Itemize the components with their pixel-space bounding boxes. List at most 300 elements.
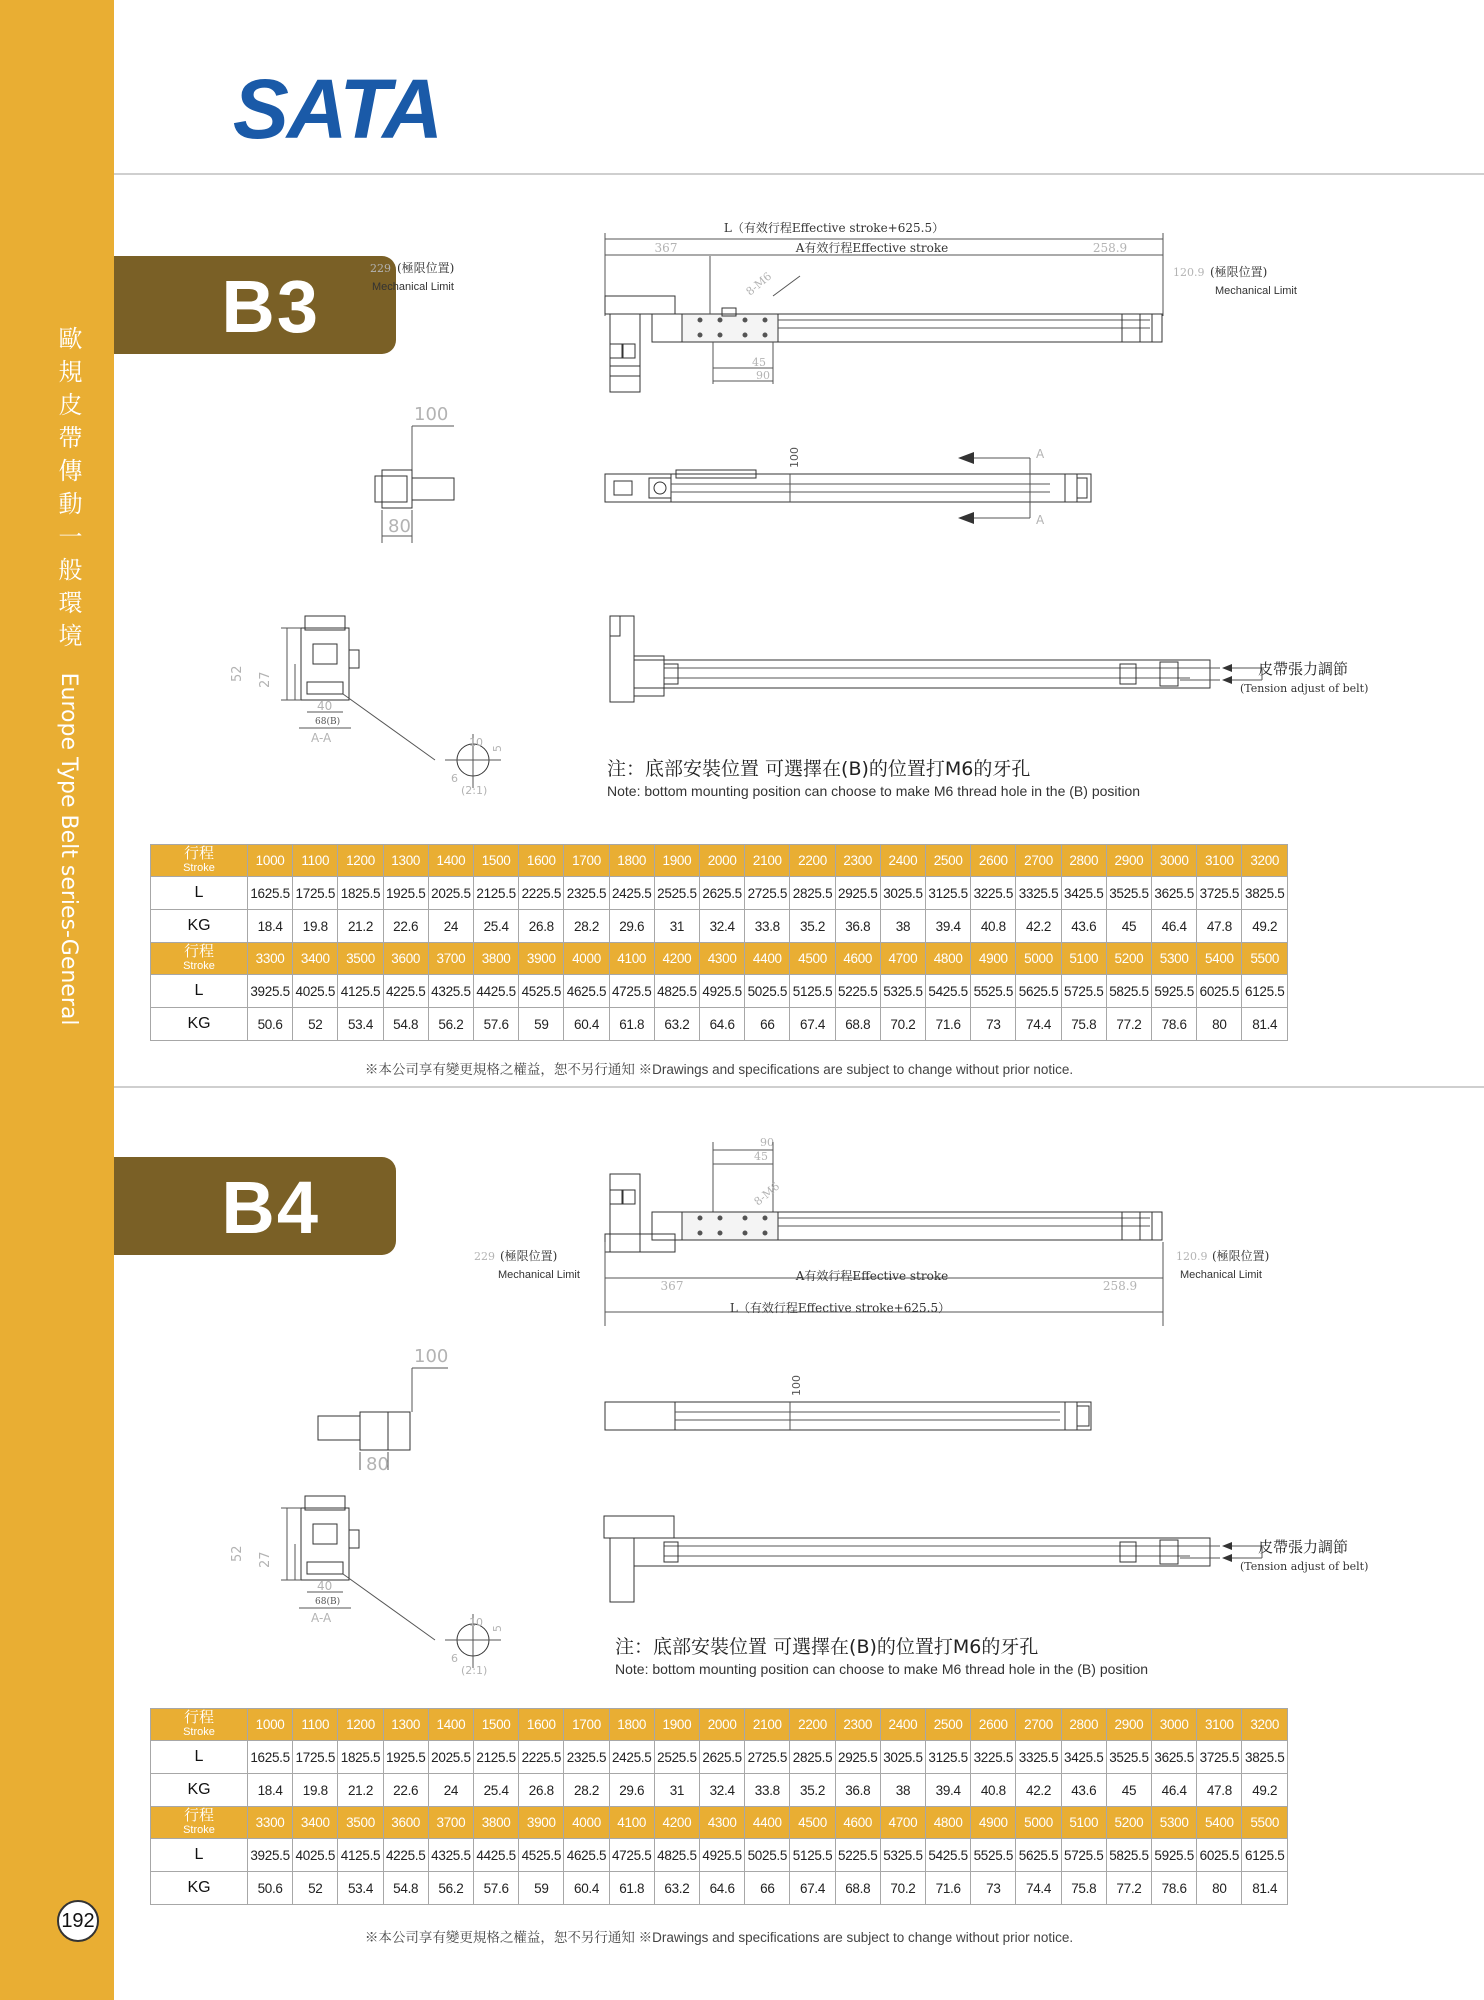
weight-cell: 71.6 [926, 1008, 971, 1041]
stroke-cell: 3200 [1242, 1709, 1288, 1741]
weight-cell: 54.8 [383, 1872, 428, 1905]
weight-cell: 38 [880, 1774, 925, 1807]
weight-cell: 35.2 [790, 910, 835, 943]
weight-cell: 67.4 [790, 1008, 835, 1041]
svg-text:90: 90 [760, 1136, 774, 1149]
svg-text:SATA: SATA [232, 62, 442, 156]
length-cell: 3225.5 [971, 877, 1016, 910]
weight-cell: 46.4 [1152, 910, 1197, 943]
weight-cell: 29.6 [609, 910, 654, 943]
length-cell: 2425.5 [609, 877, 654, 910]
length-cell: 5325.5 [880, 975, 925, 1008]
weight-cell: 61.8 [609, 1872, 654, 1905]
svg-text:229: 229 [370, 262, 391, 275]
stroke-cell: 4900 [971, 1807, 1016, 1839]
disclaimer: ※本公司享有變更規格之權益，恕不另行通知 ※Drawings and specifications are subject to change without prior notice. [364, 1062, 1074, 1077]
svg-text:120.9: 120.9 [1176, 1250, 1208, 1263]
stroke-cell: 2800 [1061, 845, 1106, 877]
stroke-cell: 5400 [1197, 1807, 1242, 1839]
model-label: B3 [221, 265, 320, 348]
weight-cell: 66 [745, 1872, 790, 1905]
weight-cell: 50.6 [248, 1872, 293, 1905]
stroke-cell: 1000 [248, 845, 293, 877]
length-cell: 5025.5 [745, 975, 790, 1008]
weight-cell: 80 [1197, 1872, 1242, 1905]
stroke-header-en: Stroke [183, 861, 215, 874]
weight-cell: 67.4 [790, 1872, 835, 1905]
weight-cell: 42.2 [1016, 1774, 1061, 1807]
stroke-cell: 2300 [835, 1709, 880, 1741]
drawing-section-aa [225, 1490, 545, 1680]
length-cell: 5825.5 [1106, 975, 1151, 1008]
stroke-cell: 3900 [519, 1807, 564, 1839]
section-divider [114, 1086, 1484, 1088]
stroke-row [151, 845, 1288, 877]
length-cell: 4525.5 [519, 1839, 564, 1872]
sidebar-title-cn: 歐規皮帶傳動一般環境 [54, 326, 82, 656]
stroke-cell: 2400 [880, 1709, 925, 1741]
stroke-cell: 3400 [293, 943, 338, 975]
weight-cell: 35.2 [790, 1774, 835, 1807]
stroke-header [151, 1807, 248, 1839]
weight-cell: 64.6 [700, 1872, 745, 1905]
weight-cell: 25.4 [474, 910, 519, 943]
svg-text:皮帶張力調節: 皮帶張力調節 [1258, 1538, 1349, 1556]
stroke-cell: 3000 [1152, 845, 1197, 877]
length-cell: 2925.5 [835, 877, 880, 910]
length-cell: 5525.5 [971, 975, 1016, 1008]
stroke-cell: 4300 [700, 943, 745, 975]
length-cell: 3525.5 [1106, 877, 1151, 910]
length-cell: 4325.5 [428, 975, 473, 1008]
note-en: Note: bottom mounting position can choose to make M6 thread hole in the (B) position [615, 1661, 1149, 1677]
row-label: L [151, 1839, 248, 1872]
length-cell: 4925.5 [700, 975, 745, 1008]
length-cell: 3925.5 [248, 975, 293, 1008]
stroke-cell: 3500 [338, 1807, 383, 1839]
stroke-cell: 2400 [880, 845, 925, 877]
length-cell: 2825.5 [790, 877, 835, 910]
svg-text:258.9: 258.9 [1102, 1279, 1138, 1293]
table-row [151, 910, 1288, 943]
weight-cell: 29.6 [609, 1774, 654, 1807]
length-cell: 1625.5 [248, 877, 293, 910]
svg-text:6: 6 [451, 1652, 458, 1665]
length-cell: 5625.5 [1016, 975, 1061, 1008]
stroke-cell: 3900 [519, 943, 564, 975]
stroke-row [151, 943, 1288, 975]
stroke-cell: 2200 [790, 1709, 835, 1741]
svg-text:45: 45 [752, 356, 766, 369]
row-label: L [151, 1741, 248, 1774]
weight-cell: 39.4 [926, 910, 971, 943]
weight-cell: 74.4 [1016, 1008, 1061, 1041]
stroke-cell: 2600 [971, 1709, 1016, 1741]
weight-cell: 63.2 [654, 1872, 699, 1905]
stroke-cell: 1000 [248, 1709, 293, 1741]
length-cell: 2625.5 [700, 1741, 745, 1774]
length-cell: 5425.5 [926, 1839, 971, 1872]
stroke-cell: 2800 [1061, 1709, 1106, 1741]
stroke-cell: 4800 [926, 1807, 971, 1839]
model-badge-b3 [114, 256, 396, 354]
length-cell: 3025.5 [880, 1741, 925, 1774]
drawing-top-view [370, 1134, 1330, 1334]
svg-text:Mechanical Limit: Mechanical Limit [1215, 285, 1297, 297]
length-cell: 2225.5 [519, 877, 564, 910]
note-en: Note: bottom mounting position can choose to make M6 thread hole in the (B) position [607, 783, 1141, 799]
length-cell: 4825.5 [654, 1839, 699, 1872]
length-cell: 5825.5 [1106, 1839, 1151, 1872]
weight-cell: 78.6 [1152, 1008, 1197, 1041]
length-cell: 2925.5 [835, 1741, 880, 1774]
stroke-cell: 1800 [609, 1709, 654, 1741]
stroke-cell: 2000 [700, 1709, 745, 1741]
weight-cell: 24 [428, 1774, 473, 1807]
drawing-top-view [370, 216, 1330, 396]
stroke-cell: 5300 [1152, 943, 1197, 975]
svg-text:100: 100 [790, 1375, 803, 1396]
stroke-cell: 5500 [1242, 1807, 1288, 1839]
row-label: L [151, 877, 248, 910]
length-cell: 3825.5 [1242, 1741, 1288, 1774]
length-cell: 4425.5 [474, 975, 519, 1008]
stroke-cell: 5200 [1106, 1807, 1151, 1839]
svg-text:367: 367 [654, 241, 678, 255]
weight-cell: 63.2 [654, 1008, 699, 1041]
row-label: KG [151, 1872, 248, 1905]
weight-cell: 54.8 [383, 1008, 428, 1041]
stroke-header-cn: 行程 [183, 1806, 214, 1824]
spec-table-b3 [150, 844, 1288, 1041]
stroke-header-cn: 行程 [183, 844, 214, 862]
weight-cell: 56.2 [428, 1008, 473, 1041]
length-cell: 2325.5 [564, 877, 609, 910]
length-cell: 4025.5 [293, 975, 338, 1008]
length-cell: 4725.5 [609, 1839, 654, 1872]
stroke-cell: 4200 [654, 943, 699, 975]
length-cell: 2025.5 [428, 1741, 473, 1774]
stroke-cell: 1200 [338, 845, 383, 877]
length-cell: 5625.5 [1016, 1839, 1061, 1872]
weight-cell: 43.6 [1061, 1774, 1106, 1807]
length-cell: 3125.5 [926, 1741, 971, 1774]
table-row [151, 1872, 1288, 1905]
weight-cell: 56.2 [428, 1872, 473, 1905]
weight-cell: 40.8 [971, 910, 1016, 943]
length-cell: 4325.5 [428, 1839, 473, 1872]
length-cell: 3625.5 [1152, 1741, 1197, 1774]
stroke-header [151, 943, 248, 975]
weight-cell: 46.4 [1152, 1774, 1197, 1807]
stroke-cell: 5400 [1197, 943, 1242, 975]
weight-cell: 52 [293, 1008, 338, 1041]
length-cell: 3325.5 [1016, 1741, 1061, 1774]
weight-cell: 31 [654, 1774, 699, 1807]
weight-cell: 59 [519, 1008, 564, 1041]
svg-text:Mechanical Limit: Mechanical Limit [498, 1269, 580, 1281]
stroke-cell: 3700 [428, 1807, 473, 1839]
weight-cell: 64.6 [700, 1008, 745, 1041]
svg-text:68(B): 68(B) [315, 1597, 341, 1607]
stroke-cell: 5100 [1061, 1807, 1106, 1839]
stroke-cell: 1500 [474, 845, 519, 877]
weight-cell: 68.8 [835, 1872, 880, 1905]
weight-cell: 42.2 [1016, 910, 1061, 943]
stroke-row [151, 1709, 1288, 1741]
stroke-cell: 4000 [564, 1807, 609, 1839]
length-cell: 3525.5 [1106, 1741, 1151, 1774]
stroke-cell: 4400 [745, 1807, 790, 1839]
length-cell: 5925.5 [1152, 975, 1197, 1008]
length-cell: 4925.5 [700, 1839, 745, 1872]
svg-text:(2:1): (2:1) [461, 1664, 488, 1677]
weight-cell: 61.8 [609, 1008, 654, 1041]
stroke-cell: 5300 [1152, 1807, 1197, 1839]
length-cell: 1925.5 [383, 877, 428, 910]
length-cell: 2325.5 [564, 1741, 609, 1774]
weight-cell: 31 [654, 910, 699, 943]
weight-cell: 32.4 [700, 1774, 745, 1807]
stroke-cell: 4000 [564, 943, 609, 975]
stroke-cell: 5200 [1106, 943, 1151, 975]
length-cell: 3125.5 [926, 877, 971, 910]
stroke-cell: 5500 [1242, 943, 1288, 975]
weight-cell: 25.4 [474, 1774, 519, 1807]
svg-text:10: 10 [469, 736, 483, 749]
stroke-cell: 4700 [880, 1807, 925, 1839]
stroke-row [151, 1807, 1288, 1839]
stroke-cell: 3200 [1242, 845, 1288, 877]
weight-cell: 19.8 [293, 1774, 338, 1807]
sidebar-title-en: Europe Type Belt series-General [56, 672, 81, 1026]
weight-cell: 80 [1197, 1008, 1242, 1041]
stroke-cell: 1100 [293, 845, 338, 877]
length-cell: 1825.5 [338, 1741, 383, 1774]
length-cell: 5125.5 [790, 1839, 835, 1872]
length-cell: 2025.5 [428, 877, 473, 910]
drawing-bottom-view [600, 1500, 1380, 1610]
note-cn: 注：底部安裝位置 可選擇在(B)的位置打M6的牙孔 [607, 758, 1031, 780]
weight-cell: 21.2 [338, 910, 383, 943]
svg-text:52: 52 [230, 665, 245, 682]
stroke-cell: 4100 [609, 943, 654, 975]
length-cell: 5725.5 [1061, 1839, 1106, 1872]
length-cell: 3425.5 [1061, 877, 1106, 910]
svg-text:120.9: 120.9 [1173, 266, 1205, 279]
table-row [151, 1774, 1288, 1807]
stroke-cell: 3800 [474, 943, 519, 975]
length-cell: 4125.5 [338, 975, 383, 1008]
note-cn: 注：底部安裝位置 可選擇在(B)的位置打M6的牙孔 [615, 1636, 1039, 1658]
svg-text:5: 5 [491, 745, 504, 752]
disclaimer: ※本公司享有變更規格之權益，恕不另行通知 ※Drawings and specifications are subject to change without prior notice. [364, 1930, 1074, 1945]
weight-cell: 33.8 [745, 1774, 790, 1807]
svg-text:27: 27 [258, 671, 273, 688]
length-cell: 5725.5 [1061, 975, 1106, 1008]
stroke-cell: 1300 [383, 1709, 428, 1741]
length-cell: 5225.5 [835, 1839, 880, 1872]
stroke-cell: 1400 [428, 845, 473, 877]
stroke-cell: 4500 [790, 1807, 835, 1839]
length-cell: 2725.5 [745, 877, 790, 910]
weight-cell: 21.2 [338, 1774, 383, 1807]
svg-text:(Tension adjust of belt): (Tension adjust of belt) [1240, 682, 1369, 695]
length-cell: 2125.5 [474, 1741, 519, 1774]
length-cell: 3225.5 [971, 1741, 1016, 1774]
stroke-cell: 4800 [926, 943, 971, 975]
svg-text:8-M6: 8-M6 [751, 1179, 783, 1209]
svg-text:90: 90 [756, 369, 770, 382]
stroke-cell: 4600 [835, 943, 880, 975]
svg-text:45: 45 [754, 1150, 768, 1163]
weight-cell: 33.8 [745, 910, 790, 943]
stroke-cell: 1100 [293, 1709, 338, 1741]
svg-text:L（有效行程Effective stroke+625.5）: L（有效行程Effective stroke+625.5） [723, 221, 945, 235]
stroke-cell: 1300 [383, 845, 428, 877]
weight-cell: 81.4 [1242, 1872, 1288, 1905]
length-cell: 3825.5 [1242, 877, 1288, 910]
svg-text:258.9: 258.9 [1092, 241, 1128, 255]
length-cell: 3725.5 [1197, 1741, 1242, 1774]
stroke-cell: 4500 [790, 943, 835, 975]
length-cell: 1725.5 [293, 877, 338, 910]
table-row [151, 1741, 1288, 1774]
weight-cell: 28.2 [564, 1774, 609, 1807]
length-cell: 1825.5 [338, 877, 383, 910]
table-row [151, 877, 1288, 910]
weight-cell: 50.6 [248, 1008, 293, 1041]
svg-text:100: 100 [414, 1346, 449, 1367]
length-cell: 4025.5 [293, 1839, 338, 1872]
weight-cell: 18.4 [248, 910, 293, 943]
weight-cell: 40.8 [971, 1774, 1016, 1807]
stroke-header-cn: 行程 [183, 1708, 214, 1726]
model-label: B4 [221, 1166, 320, 1249]
weight-cell: 43.6 [1061, 910, 1106, 943]
stroke-cell: 1800 [609, 845, 654, 877]
length-cell: 3425.5 [1061, 1741, 1106, 1774]
weight-cell: 26.8 [519, 910, 564, 943]
stroke-cell: 3400 [293, 1807, 338, 1839]
stroke-cell: 3300 [248, 1807, 293, 1839]
stroke-header [151, 1709, 248, 1741]
length-cell: 4625.5 [564, 1839, 609, 1872]
stroke-header [151, 845, 248, 877]
length-cell: 4425.5 [474, 1839, 519, 1872]
sidebar-title [48, 326, 88, 1025]
drawing-front-view [300, 1340, 1200, 1475]
stroke-cell: 3800 [474, 1807, 519, 1839]
weight-cell: 74.4 [1016, 1872, 1061, 1905]
stroke-cell: 2100 [745, 845, 790, 877]
svg-text:(極限位置): (極限位置) [500, 1249, 558, 1263]
length-cell: 5325.5 [880, 1839, 925, 1872]
weight-cell: 59 [519, 1872, 564, 1905]
weight-cell: 26.8 [519, 1774, 564, 1807]
length-cell: 1925.5 [383, 1741, 428, 1774]
row-label: L [151, 975, 248, 1008]
length-cell: 5425.5 [926, 975, 971, 1008]
svg-text:A有效行程Effective stroke: A有效行程Effective stroke [795, 1269, 949, 1283]
table-row [151, 1008, 1288, 1041]
stroke-cell: 3000 [1152, 1709, 1197, 1741]
weight-cell: 70.2 [880, 1008, 925, 1041]
stroke-cell: 1200 [338, 1709, 383, 1741]
length-cell: 3025.5 [880, 877, 925, 910]
length-cell: 2525.5 [654, 1741, 699, 1774]
stroke-cell: 2300 [835, 845, 880, 877]
stroke-header-cn: 行程 [183, 942, 214, 960]
length-cell: 3725.5 [1197, 877, 1242, 910]
svg-text:52: 52 [230, 1545, 245, 1562]
length-cell: 5525.5 [971, 1839, 1016, 1872]
svg-text:(極限位置): (極限位置) [1210, 265, 1268, 279]
weight-cell: 75.8 [1061, 1008, 1106, 1041]
length-cell: 5925.5 [1152, 1839, 1197, 1872]
stroke-cell: 2700 [1016, 845, 1061, 877]
stroke-cell: 3100 [1197, 1709, 1242, 1741]
weight-cell: 66 [745, 1008, 790, 1041]
svg-text:68(B): 68(B) [315, 717, 341, 727]
svg-text:80: 80 [366, 1454, 389, 1475]
stroke-cell: 2200 [790, 845, 835, 877]
weight-cell: 73 [971, 1872, 1016, 1905]
weight-cell: 19.8 [293, 910, 338, 943]
table-row [151, 1839, 1288, 1872]
spec-table-b4 [150, 1708, 1288, 1905]
weight-cell: 70.2 [880, 1872, 925, 1905]
length-cell: 1725.5 [293, 1741, 338, 1774]
drawing-section-aa [225, 610, 545, 800]
stroke-cell: 1900 [654, 1709, 699, 1741]
svg-text:10: 10 [469, 1616, 483, 1629]
length-cell: 3925.5 [248, 1839, 293, 1872]
stroke-cell: 4600 [835, 1807, 880, 1839]
weight-cell: 18.4 [248, 1774, 293, 1807]
weight-cell: 36.8 [835, 1774, 880, 1807]
weight-cell: 73 [971, 1008, 1016, 1041]
stroke-cell: 1900 [654, 845, 699, 877]
svg-text:A-A: A-A [311, 1611, 332, 1625]
length-cell: 4625.5 [564, 975, 609, 1008]
svg-text:(極限位置): (極限位置) [397, 261, 455, 275]
weight-cell: 53.4 [338, 1872, 383, 1905]
stroke-cell: 2100 [745, 1709, 790, 1741]
svg-text:100: 100 [788, 447, 801, 468]
weight-cell: 77.2 [1106, 1872, 1151, 1905]
svg-text:100: 100 [414, 404, 449, 425]
stroke-header-en: Stroke [183, 1725, 215, 1738]
stroke-cell: 3600 [383, 1807, 428, 1839]
weight-cell: 36.8 [835, 910, 880, 943]
sata-logo [224, 62, 450, 156]
weight-cell: 68.8 [835, 1008, 880, 1041]
weight-cell: 77.2 [1106, 1008, 1151, 1041]
stroke-cell: 4100 [609, 1807, 654, 1839]
weight-cell: 22.6 [383, 910, 428, 943]
svg-text:A: A [1036, 447, 1045, 461]
svg-text:L（有效行程Effective stroke+625.5）: L（有效行程Effective stroke+625.5） [729, 1301, 951, 1315]
weight-cell: 81.4 [1242, 1008, 1288, 1041]
stroke-cell: 5100 [1061, 943, 1106, 975]
stroke-cell: 2600 [971, 845, 1016, 877]
header-divider [114, 173, 1484, 175]
weight-cell: 49.2 [1242, 1774, 1288, 1807]
drawing-front-view [370, 398, 1090, 638]
stroke-cell: 3500 [338, 943, 383, 975]
stroke-cell: 1500 [474, 1709, 519, 1741]
